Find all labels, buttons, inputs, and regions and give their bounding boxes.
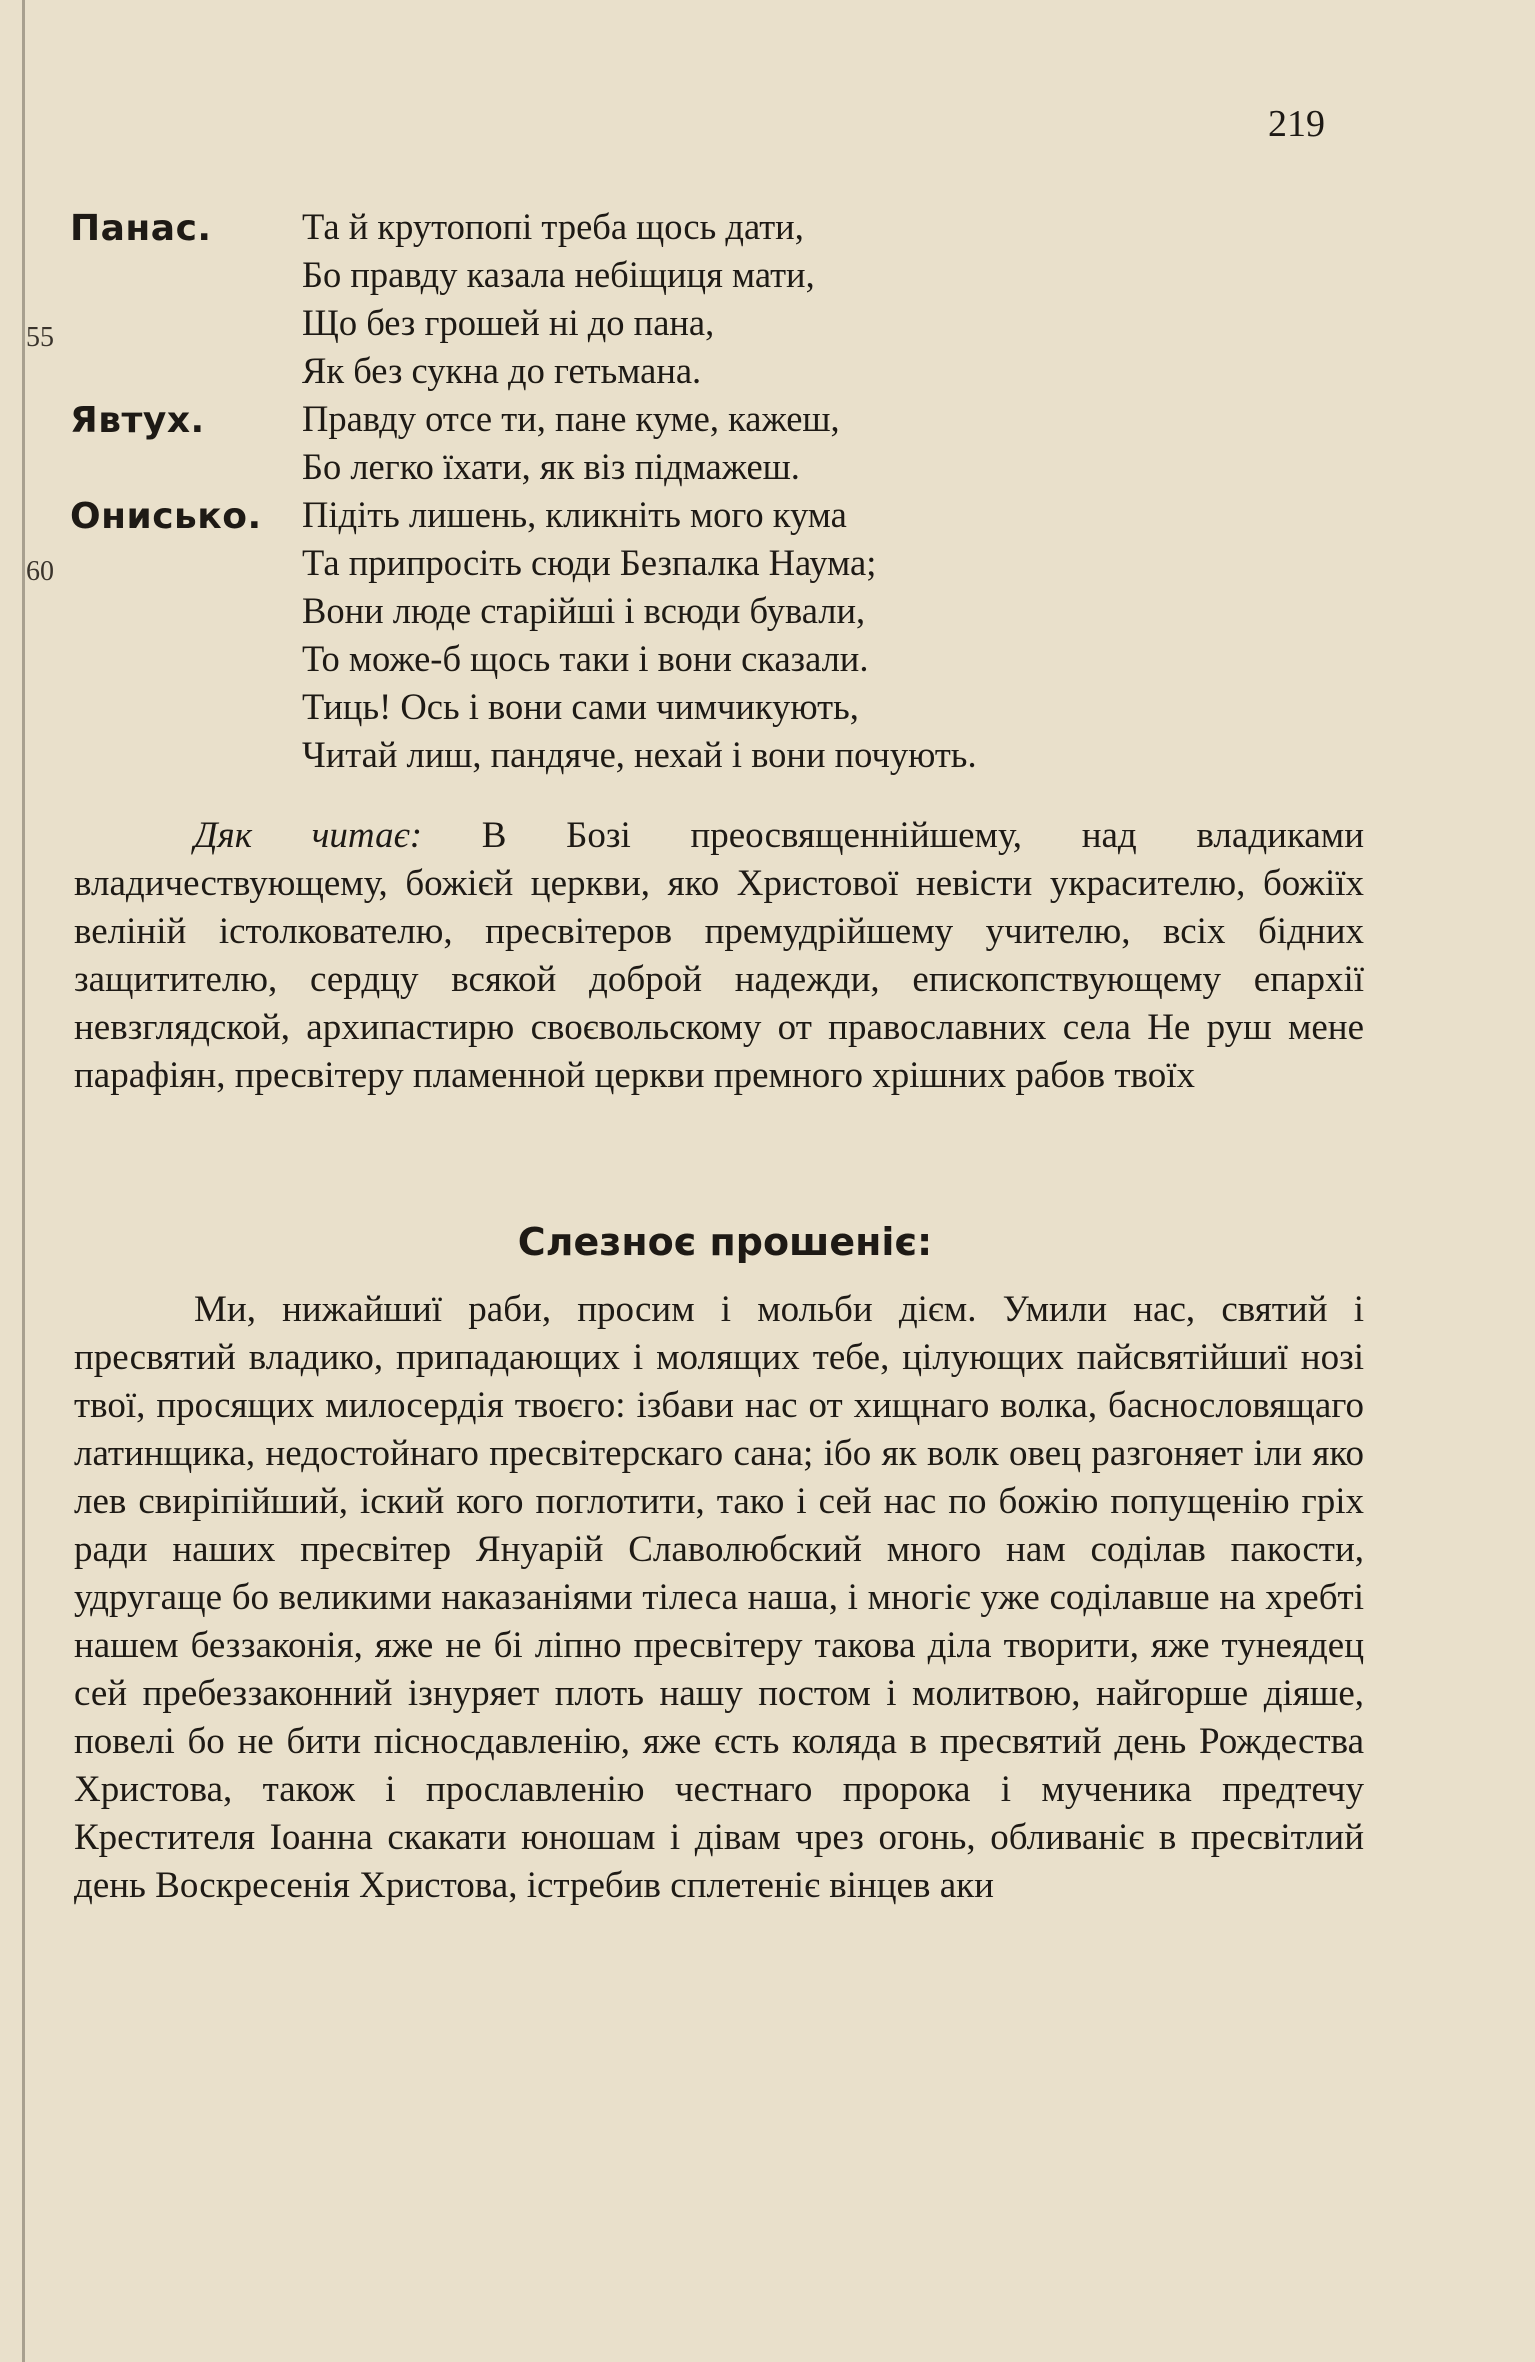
page-number: 219: [1268, 103, 1325, 145]
deacon-reading: [74, 812, 1364, 1100]
verse-line: Та припросіть сюди Безпалка Наума;: [302, 542, 877, 583]
verse-line: Як без сукна до гетьмана.: [302, 350, 702, 391]
section-title: Слезноє прошеніє:: [517, 1220, 933, 1264]
verse-line: Та й крутопопі треба щось дати,: [302, 206, 804, 247]
verse-line: Читай лиш, пандяче, нехай і вони почують.: [302, 734, 977, 775]
verse-line: Бо правду казала небіщиця мати,: [302, 254, 815, 295]
verse-line: Бо легко їхати, як віз підмажеш.: [302, 446, 800, 487]
speaker-name: Панас.: [70, 208, 212, 249]
verse-line: Тиць! Ось і вони сами чимчикують,: [302, 686, 859, 727]
margin-line-number: 60: [26, 556, 54, 587]
verse-line: То може-б щось таки і вони сказали.: [302, 638, 869, 679]
verse-line: Вони люде старійші і всюди бували,: [302, 590, 866, 631]
deacon-text: В Бозі преосвященнійшему, над владиками владичествующему, божієй церкви, яко Христової невісти украсителю, божіїх веліній істолкователю, пресвітеров премудрійшему учителю, всіх бідних защитителю, сердцу всякой доброй надежди, епископствующему епархії невзглядской, архипастирю своєвольскому от православних села Не руш мене парафіян, пресвітеру пламенной церкви премного хрішних рабов твоїх: [74, 815, 1364, 1096]
verse-line: Правду отсе ти, пане куме, кажеш,: [302, 398, 840, 439]
petition-text: Ми, нижайшиї раби, просим і мольби дієм. Умили нас, святий і пресвятий владико, припадающих і молящих тебе, цілующих пайсвятійшиї нозі твої, просящих милосердія твоєго: ізбави нас от хищнаго волка, баснословящаго латинщика, недостойнаго пресвітерскаго сана; ібо як волк овец разгоняет іли яко лев свиріпійший, іский кого поглотити, тако і сей нас по божію попущенію гріх ради наших пресвітер Януарій Славолюбский много нам соділав пакости, удругаще бо великими наказаніями тілеса наша, і многіє уже соділавше на хребті нашем беззаконія, яже не бі ліпно пресвітеру такова діла творити, яже тунеядец сей пребеззаконний ізнуряет плоть нашу постом і молитвою, найгорше діяше, повелі бо не бити пісносдавленію, яже єсть коляда в пресвятий день Рождества Христова, також і прославленію честнаго пророка і мученика предтечу Крестителя Іоанна скакати юношам і дівам чрез огонь, обливаніє в пресвітлий день Воскресенія Христова, істребив сплетеніє вінцев аки: [74, 1289, 1364, 1906]
verse-line: Підіть лишень, кликніть мого кума: [302, 494, 847, 535]
binding-edge: [22, 0, 25, 2362]
verse-line: Що без грошей ні до пана,: [302, 302, 715, 343]
margin-line-number: 55: [26, 322, 54, 353]
speaker-name: Явтух.: [70, 400, 205, 441]
speaker-name: Онисько.: [70, 496, 262, 537]
deacon-lead: Дяк читає:: [194, 815, 423, 856]
